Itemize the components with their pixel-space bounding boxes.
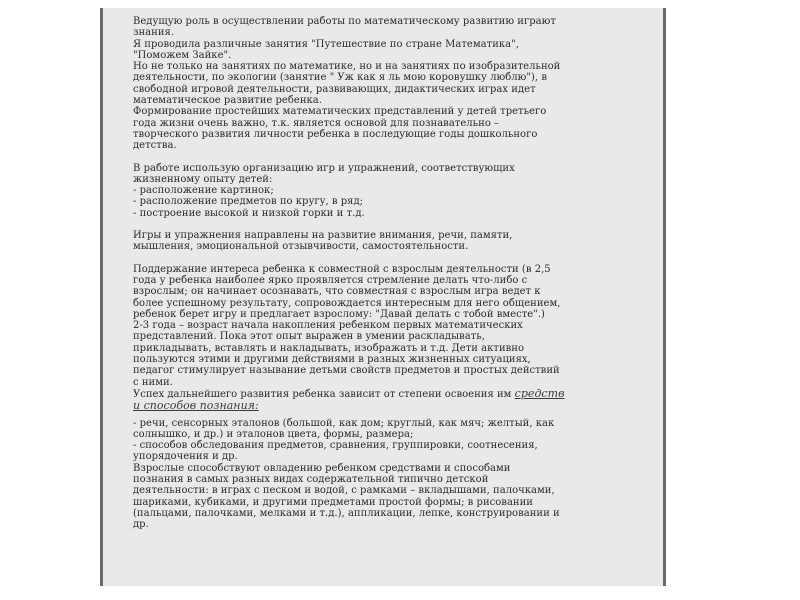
text-line: познания в самых разных видах содержательной типично детской [133, 473, 489, 485]
text-line: Ведущую роль в осуществлении работы по математическому развитию играют [133, 16, 556, 27]
paragraph-4 [133, 264, 653, 388]
text-line: детства. [133, 140, 177, 152]
paragraph-1 [133, 16, 653, 152]
text-line: математическое развитие ребенка. [133, 95, 322, 107]
text-line: др. [133, 519, 149, 531]
text-line: более успешному результату, сопровождается интересным для него общением, [133, 297, 561, 309]
text-line: взрослым; он начинает осознавать, что совместная с взрослым игра ведет к [133, 286, 541, 298]
scanned-document [100, 8, 666, 586]
text-line: мышления, эмоциональной отзывчивости, самостоятельности. [133, 241, 469, 253]
text-line: знания. [133, 27, 175, 39]
list-paragraph [133, 418, 653, 531]
text-line: - речи, сенсорных эталонов (большой, как дом; круглый, как мяч; желтый, как [133, 417, 555, 429]
text-line: (пальцами, палочками, мелками и т.д.), аппликации, лепке, конструировании и [133, 507, 560, 519]
text-line: солнышко, и др.) и эталонов цвета, формы, размера; [133, 428, 414, 440]
text-line: Формирование простейших математических представлений у детей третьего [133, 106, 547, 118]
text-line: творческого развития личности ребенка в последующие годы дошкольного [133, 128, 538, 140]
paragraph-3 [133, 230, 653, 253]
paragraph-gap [133, 152, 653, 163]
document-text [133, 16, 653, 530]
text-line: - построение высокой и низкой горки и т.д. [133, 207, 365, 219]
text-line: Поддержание интереса ребенка к совместной с взрослым деятельности (в 2,5 [133, 263, 551, 275]
handwritten-underlined-text: и способов познания: [133, 399, 259, 413]
text-line: Взрослые способствуют овладению ребенком средствами и способами [133, 462, 511, 474]
paragraph-gap [133, 219, 653, 230]
text-line: Я проводила различные занятия "Путешествие по стране Математика", [133, 38, 519, 50]
success-text: Успех дальнейшего развития ребенка зависит от степени освоения им [133, 388, 515, 400]
text-line [133, 400, 653, 412]
text-line: с ними. [133, 376, 173, 388]
text-line: года у ребенка наиболее ярко проявляется стремление делать что-либо с [133, 274, 528, 286]
text-line: - расположение картинок; [133, 185, 274, 197]
paragraph-2 [133, 163, 653, 219]
text-line: свободной игровой деятельности, развивающих, дидактических играх идет [133, 83, 536, 95]
handwritten-underlined-text: средств [514, 386, 565, 400]
text-line: ребенок берет игру и предлагает взрослому: "Давай делать с тобой вместе".) [133, 308, 545, 320]
text-line: деятельности: в играх с песком и водой, с рамками – вкладышами, палочками, [133, 485, 555, 497]
text-line: пользуются этими и другими действиями в разных жизненных ситуациях, [133, 354, 531, 366]
text-line: 2-3 года – возраст начала накопления ребенком первых математических [133, 320, 523, 332]
success-paragraph [133, 388, 653, 413]
text-line: года жизни очень важно, т.к. является основой для познавательно – [133, 117, 500, 129]
text-line: - расположение предметов по кругу, в ряд; [133, 196, 364, 208]
text-line: В работе использую организацию игр и упражнений, соответствующих [133, 162, 515, 174]
text-line: шариками, кубиками, и другими предметами простой формы; в рисовании [133, 496, 533, 508]
text-line: "Поможем Зайке". [133, 49, 232, 61]
text-line: прикладывать, вставлять и накладывать, изображать и т.д. Дети активно [133, 342, 525, 354]
text-line: Но не только на занятиях по математике, но и на занятиях по изобразительной [133, 61, 561, 73]
text-line: - способов обследования предметов, сравнения, группировки, соотнесения, [133, 440, 538, 452]
text-line: упорядочения и др. [133, 451, 238, 463]
text-line: деятельности, по экологии (занятие " Уж как я ль мою коровушку люблю"), в [133, 72, 547, 84]
text-line: Игры и упражнения направлены на развитие внимания, речи, памяти, [133, 230, 513, 242]
paragraph-gap [133, 253, 653, 264]
text-line: представлений. Пока этот опыт выражен в умении раскладывать, [133, 331, 485, 343]
text-line: педагог стимулирует называние детьми свойств предметов и простых действий [133, 365, 560, 377]
text-line: жизненному опыту детей: [133, 173, 273, 185]
